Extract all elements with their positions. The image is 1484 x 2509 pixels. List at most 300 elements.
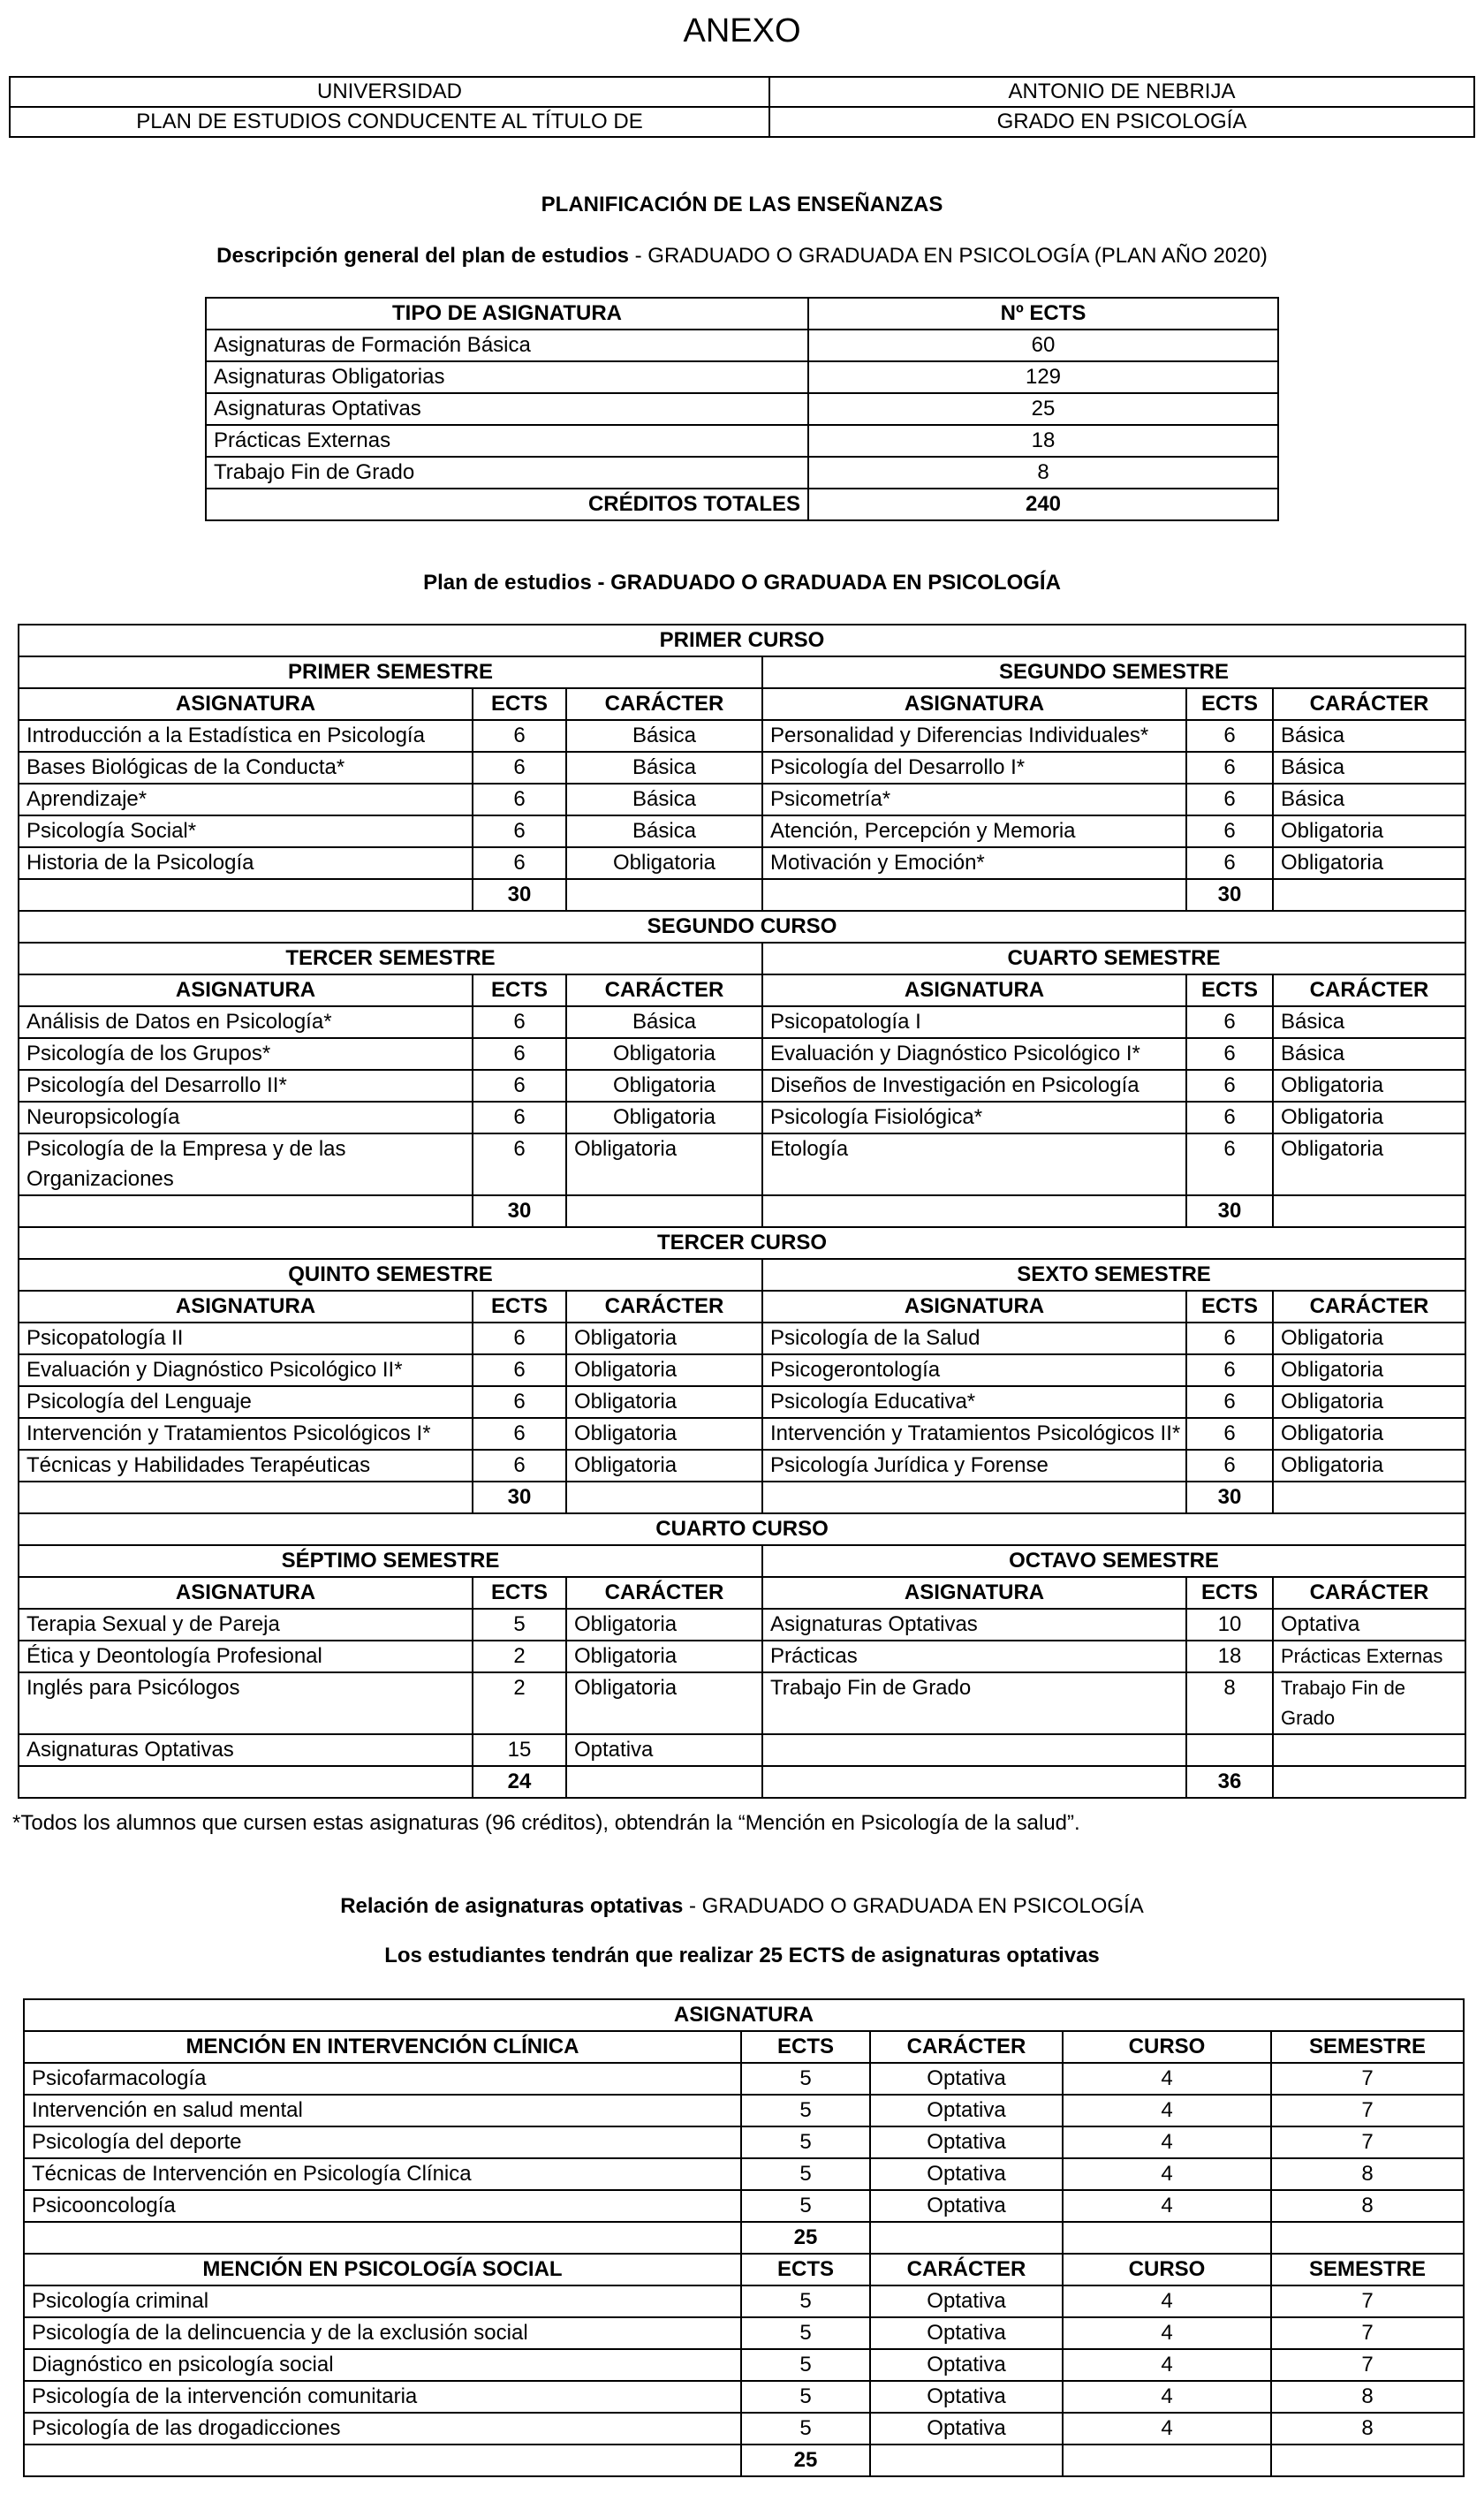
optativa-type: Optativa [870,2190,1063,2222]
optativa-semester: 8 [1271,2413,1464,2445]
semester-title: SEGUNDO SEMESTRE [762,656,1465,688]
subject-name: Atención, Percepción y Memoria [762,815,1186,847]
summary-type: Asignaturas Optativas [206,393,808,425]
course-title: SEGUNDO CURSO [19,911,1465,943]
subject-type: Obligatoria [566,1641,762,1672]
subject-type: Básica [566,815,762,847]
summary-ects: 18 [808,425,1278,457]
subject-ects: 6 [473,752,566,784]
summary-table [205,297,1279,521]
subject-ects: 6 [473,1386,566,1418]
semester-total: 30 [473,1482,566,1513]
subject-name: Psicología Social* [19,815,473,847]
total-empty [1273,1766,1465,1798]
mention-total-row [24,2222,1464,2254]
subject-type: Trabajo Fin de Grado [1273,1672,1465,1734]
semester-title: QUINTO SEMESTRE [19,1259,762,1291]
total-empty [1273,1195,1465,1227]
subject-type: Prácticas Externas [1273,1641,1465,1672]
column-header: ECTS [473,974,566,1006]
subject-name: Asignaturas Optativas [762,1609,1186,1641]
header-label: UNIVERSIDAD [10,77,769,107]
optativa-ects: 5 [741,2349,870,2381]
subject-row [19,847,1465,879]
total-empty [566,1766,762,1798]
optativa-type: Optativa [870,2158,1063,2190]
subject-name: Evaluación y Diagnóstico Psicológico II* [19,1354,473,1386]
total-empty [1063,2222,1271,2254]
subject-type: Obligatoria [1273,1133,1465,1195]
optativa-course: 4 [1063,2413,1271,2445]
mention-total: 25 [741,2222,870,2254]
subject-name: Trabajo Fin de Grado [762,1672,1186,1734]
subject-row [19,1734,1465,1766]
subject-ects: 6 [1186,1070,1273,1102]
total-empty [1271,2445,1464,2476]
optativas-column-header: CURSO [1063,2031,1271,2063]
optativas-column-header: ECTS [741,2254,870,2285]
summary-header: TIPO DE ASIGNATURA [206,298,808,330]
optativas-column-header: ECTS [741,2031,870,2063]
subject-name: Psicometría* [762,784,1186,815]
column-header: CARÁCTER [566,1291,762,1323]
subject-row [19,720,1465,752]
subject-ects: 6 [1186,1450,1273,1482]
summary-type: Asignaturas Obligatorias [206,361,808,393]
course-row [19,625,1465,656]
subject-row [19,1070,1465,1102]
summary-ects: 129 [808,361,1278,393]
subject-name: Asignaturas Optativas [19,1734,473,1766]
column-header: ASIGNATURA [762,974,1186,1006]
optativas-bold: Relación de asignaturas optativas [340,1894,684,1918]
optativa-course: 4 [1063,2285,1271,2317]
optativa-type: Optativa [870,2349,1063,2381]
total-empty [762,1766,1186,1798]
subject-ects: 2 [473,1641,566,1672]
column-header: CARÁCTER [1273,1577,1465,1609]
subject-ects: 6 [473,847,566,879]
section-heading-plan: Plan de estudios - GRADUADO O GRADUADA EN PSICOLOGÍA [423,571,1061,595]
optativa-row [24,2285,1464,2317]
subject-name: Ética y Deontología Profesional [19,1641,473,1672]
subject-row [19,784,1465,815]
summary-type: Prácticas Externas [206,425,808,457]
mention-header-row [24,2254,1464,2285]
subject-type: Obligatoria [1273,1386,1465,1418]
subject-type: Obligatoria [566,1450,762,1482]
subject-name: Psicología de la Salud [762,1323,1186,1354]
column-header: ECTS [1186,1291,1273,1323]
total-empty [566,1482,762,1513]
subject-type: Básica [1273,752,1465,784]
total-empty [24,2222,741,2254]
optativa-course: 4 [1063,2126,1271,2158]
column-header: ECTS [1186,974,1273,1006]
column-header: CARÁCTER [566,974,762,1006]
optativa-type: Optativa [870,2413,1063,2445]
subject-name: Intervención y Tratamientos Psicológicos I* [19,1418,473,1450]
optativas-rest: - GRADUADO O GRADUADA EN PSICOLOGÍA [683,1894,1144,1918]
subject-type: Básica [1273,720,1465,752]
subject-ects: 6 [1186,1006,1273,1038]
subject-name: Técnicas y Habilidades Terapéuticas [19,1450,473,1482]
subject-ects: 6 [473,1038,566,1070]
summary-total-value: 240 [808,489,1278,520]
subject-type: Obligatoria [566,1354,762,1386]
header-value: ANTONIO DE NEBRIJA [769,77,1474,107]
semester-row [19,656,1465,688]
subject-type: Obligatoria [566,1418,762,1450]
optativa-name: Psicología del deporte [24,2126,741,2158]
subject-row [19,1354,1465,1386]
subject-type: Obligatoria [1273,1354,1465,1386]
optativa-semester: 7 [1271,2126,1464,2158]
optativa-ects: 5 [741,2158,870,2190]
total-empty [19,879,473,911]
optativa-name: Psicología de la intervención comunitaria [24,2381,741,2413]
section-heading-optativas [0,1894,1484,1919]
optativa-course: 4 [1063,2095,1271,2126]
subject-name: Personalidad y Diferencias Individuales* [762,720,1186,752]
course-title: CUARTO CURSO [19,1513,1465,1545]
subject-row [19,1006,1465,1038]
total-empty [566,879,762,911]
subject-type: Obligatoria [566,1070,762,1102]
total-empty [1273,1482,1465,1513]
subject-type: Obligatoria [566,1386,762,1418]
optativa-course: 4 [1063,2158,1271,2190]
subject-name: Psicología del Lenguaje [19,1386,473,1418]
subject-ects: 18 [1186,1641,1273,1672]
summary-type: Asignaturas de Formación Básica [206,330,808,361]
optativas-column-header: SEMESTRE [1271,2031,1464,2063]
semester-row [19,1259,1465,1291]
summary-type: Trabajo Fin de Grado [206,457,808,489]
optativa-type: Optativa [870,2317,1063,2349]
subject-type: Obligatoria [566,847,762,879]
summary-header: Nº ECTS [808,298,1278,330]
column-header-row [19,974,1465,1006]
header-value: GRADO EN PSICOLOGÍA [769,107,1474,137]
subject-row [19,1038,1465,1070]
subject-name: Evaluación y Diagnóstico Psicológico I* [762,1038,1186,1070]
optativas-column-header: CARÁCTER [870,2031,1063,2063]
optativa-name: Intervención en salud mental [24,2095,741,2126]
optativa-type: Optativa [870,2126,1063,2158]
column-header-row [19,688,1465,720]
subject-type: Obligatoria [1273,847,1465,879]
subject-type: Básica [566,720,762,752]
subject-ects: 6 [1186,1102,1273,1133]
subject-name: Psicología Fisiológica* [762,1102,1186,1133]
optativa-course: 4 [1063,2381,1271,2413]
subject-type: Obligatoria [1273,1450,1465,1482]
course-row [19,911,1465,943]
subject-ects: 6 [473,1006,566,1038]
subject-ects: 6 [1186,1133,1273,1195]
optativa-ects: 5 [741,2095,870,2126]
optativa-ects: 5 [741,2381,870,2413]
subject-type: Obligatoria [1273,815,1465,847]
subject-name: Neuropsicología [19,1102,473,1133]
total-empty [870,2222,1063,2254]
optativa-ects: 5 [741,2190,870,2222]
total-empty [762,879,1186,911]
subject-type: Obligatoria [566,1672,762,1734]
optativa-row [24,2158,1464,2190]
column-header: ASIGNATURA [762,1291,1186,1323]
optativas-column-header: CARÁCTER [870,2254,1063,2285]
subject-type: Básica [566,1006,762,1038]
total-empty [762,1482,1186,1513]
subject-type: Básica [1273,1038,1465,1070]
optativas-top-header: ASIGNATURA [24,1999,1464,2031]
total-empty [1273,879,1465,911]
optativa-name: Psicología criminal [24,2285,741,2317]
subject-ects: 6 [1186,784,1273,815]
subject-ects: 6 [473,1418,566,1450]
footnote: *Todos los alumnos que cursen estas asignaturas (96 créditos), obtendrán la “Mención en Psicología de la salud”. [12,1811,1080,1835]
subject-type: Básica [566,784,762,815]
summary-ects: 25 [808,393,1278,425]
optativa-type: Optativa [870,2381,1063,2413]
total-row [19,1482,1465,1513]
column-header: ASIGNATURA [19,1577,473,1609]
optativa-row [24,2349,1464,2381]
course-row [19,1513,1465,1545]
total-empty [762,1195,1186,1227]
subject-name: Motivación y Emoción* [762,847,1186,879]
header-label: PLAN DE ESTUDIOS CONDUCENTE AL TÍTULO DE [10,107,769,137]
column-header: ASIGNATURA [19,1291,473,1323]
column-header-row [19,1291,1465,1323]
total-empty [870,2445,1063,2476]
subject-ects: 6 [473,1133,566,1195]
subject-ects: 5 [473,1609,566,1641]
subject-name: Bases Biológicas de la Conducta* [19,752,473,784]
optativa-name: Diagnóstico en psicología social [24,2349,741,2381]
subject-row [19,1450,1465,1482]
optativa-row [24,2381,1464,2413]
subject-ects: 6 [1186,1323,1273,1354]
semester-total: 30 [1186,879,1273,911]
optativa-semester: 7 [1271,2063,1464,2095]
subject-name: Psicopatología I [762,1006,1186,1038]
subject-ects: 6 [473,1102,566,1133]
course-title: TERCER CURSO [19,1227,1465,1259]
optativa-type: Optativa [870,2285,1063,2317]
optativa-name: Psicología de la delincuencia y de la exclusión social [24,2317,741,2349]
total-empty [1271,2222,1464,2254]
subject-name: Psicología de los Grupos* [19,1038,473,1070]
subject-type: Básica [1273,784,1465,815]
total-empty [19,1195,473,1227]
column-header: ASIGNATURA [19,974,473,1006]
mention-title: MENCIÓN EN INTERVENCIÓN CLÍNICA [24,2031,741,2063]
subject-type: Optativa [566,1734,762,1766]
subject-row [19,1672,1465,1734]
subject-ects: 10 [1186,1609,1273,1641]
column-header: ECTS [473,1577,566,1609]
semester-total: 30 [1186,1482,1273,1513]
header-table [9,76,1475,138]
subject-ects: 6 [473,1354,566,1386]
section-heading-descripcion [0,244,1484,269]
column-header: ECTS [1186,1577,1273,1609]
subject-name: Terapia Sexual y de Pareja [19,1609,473,1641]
semester-title: CUARTO SEMESTRE [762,943,1465,974]
optativa-row [24,2317,1464,2349]
optativa-type: Optativa [870,2063,1063,2095]
subject-name: Psicología del Desarrollo II* [19,1070,473,1102]
semester-title: TERCER SEMESTRE [19,943,762,974]
subject-ects: 6 [473,720,566,752]
subject-ects: 6 [1186,752,1273,784]
subject-ects: 6 [1186,1418,1273,1450]
section-heading-planificacion: PLANIFICACIÓN DE LAS ENSEÑANZAS [541,193,943,216]
subject-name: Introducción a la Estadística en Psicología [19,720,473,752]
subject-name: Historia de la Psicología [19,847,473,879]
subject-type: Obligatoria [566,1102,762,1133]
subject-name: Aprendizaje* [19,784,473,815]
subject-type: Obligatoria [1273,1418,1465,1450]
subject-ects: 6 [1186,720,1273,752]
subject-type: Básica [1273,1006,1465,1038]
subject-row [19,1323,1465,1354]
optativa-course: 4 [1063,2190,1271,2222]
subject-row [19,1102,1465,1133]
subject-name: Psicología de la Empresa y de las Organizaciones [19,1133,473,1195]
subject-name: Diseños de Investigación en Psicología [762,1070,1186,1102]
subject-name: Inglés para Psicólogos [19,1672,473,1734]
subject-type: Básica [566,752,762,784]
semester-title: SEXTO SEMESTRE [762,1259,1465,1291]
subject-type [1273,1734,1465,1766]
subject-name: Psicología Educativa* [762,1386,1186,1418]
semester-row [19,1545,1465,1577]
subject-name [762,1734,1186,1766]
subject-name: Psicología Jurídica y Forense [762,1450,1186,1482]
plan-table [18,624,1466,1799]
optativa-course: 4 [1063,2349,1271,2381]
subject-type: Obligatoria [1273,1102,1465,1133]
subject-name: Análisis de Datos en Psicología* [19,1006,473,1038]
column-header: ECTS [473,688,566,720]
subject-ects: 8 [1186,1672,1273,1734]
optativas-table [23,1998,1465,2477]
optativa-course: 4 [1063,2063,1271,2095]
semester-row [19,943,1465,974]
total-empty [1063,2445,1271,2476]
column-header: ECTS [473,1291,566,1323]
column-header: CARÁCTER [1273,974,1465,1006]
total-row [19,1766,1465,1798]
summary-ects: 8 [808,457,1278,489]
subject-type: Obligatoria [1273,1323,1465,1354]
optativa-row [24,2095,1464,2126]
semester-total: 30 [473,879,566,911]
optativa-semester: 7 [1271,2095,1464,2126]
optativa-row [24,2190,1464,2222]
course-row [19,1227,1465,1259]
semester-title: OCTAVO SEMESTRE [762,1545,1465,1577]
subject-row [19,1641,1465,1672]
subject-row [19,1133,1465,1195]
subject-ects: 6 [1186,815,1273,847]
subject-name: Etología [762,1133,1186,1195]
optativa-semester: 7 [1271,2285,1464,2317]
semester-total: 30 [473,1195,566,1227]
optativa-ects: 5 [741,2285,870,2317]
optativa-semester: 7 [1271,2349,1464,2381]
optativa-semester: 7 [1271,2317,1464,2349]
optativas-column-header: CURSO [1063,2254,1271,2285]
mention-header-row [24,2031,1464,2063]
semester-title: PRIMER SEMESTRE [19,656,762,688]
total-empty [566,1195,762,1227]
column-header: ASIGNATURA [762,688,1186,720]
optativas-subheading: Los estudiantes tendrán que realizar 25 ECTS de asignaturas optativas [384,1944,1100,1967]
subject-type: Obligatoria [1273,1070,1465,1102]
optativa-row [24,2413,1464,2445]
subject-ects: 6 [1186,1386,1273,1418]
subject-ects [1186,1734,1273,1766]
subject-ects: 6 [473,1323,566,1354]
total-empty [19,1766,473,1798]
summary-total-label: CRÉDITOS TOTALES [206,489,808,520]
subject-ects: 6 [473,784,566,815]
subject-name: Psicopatología II [19,1323,473,1354]
course-title: PRIMER CURSO [19,625,1465,656]
mention-total-row [24,2445,1464,2476]
subject-type: Obligatoria [566,1038,762,1070]
subject-ects: 6 [1186,1354,1273,1386]
optativa-row [24,2063,1464,2095]
optativa-row [24,2126,1464,2158]
mention-title: MENCIÓN EN PSICOLOGÍA SOCIAL [24,2254,741,2285]
page-title: ANEXO [683,12,801,49]
subject-ects: 2 [473,1672,566,1734]
total-empty [24,2445,741,2476]
subject-name: Prácticas [762,1641,1186,1672]
column-header: ECTS [1186,688,1273,720]
subject-type: Obligatoria [566,1609,762,1641]
subject-ects: 6 [473,1070,566,1102]
optativa-course: 4 [1063,2317,1271,2349]
total-empty [19,1482,473,1513]
subject-row [19,752,1465,784]
optativa-ects: 5 [741,2126,870,2158]
optativa-type: Optativa [870,2095,1063,2126]
optativa-name: Psicofarmacología [24,2063,741,2095]
column-header: CARÁCTER [1273,1291,1465,1323]
subject-ects: 6 [1186,1038,1273,1070]
subject-row [19,1418,1465,1450]
column-header: ASIGNATURA [19,688,473,720]
column-header: CARÁCTER [1273,688,1465,720]
column-header: CARÁCTER [566,1577,762,1609]
subject-ects: 15 [473,1734,566,1766]
optativa-name: Psicooncología [24,2190,741,2222]
subject-row [19,815,1465,847]
descripcion-rest: - GRADUADO O GRADUADA EN PSICOLOGÍA (PLAN AÑO 2020) [628,244,1268,268]
column-header-row [19,1577,1465,1609]
descripcion-bold: Descripción general del plan de estudios [216,244,629,268]
subject-ects: 6 [1186,847,1273,879]
optativa-name: Técnicas de Intervención en Psicología Clínica [24,2158,741,2190]
semester-total: 36 [1186,1766,1273,1798]
